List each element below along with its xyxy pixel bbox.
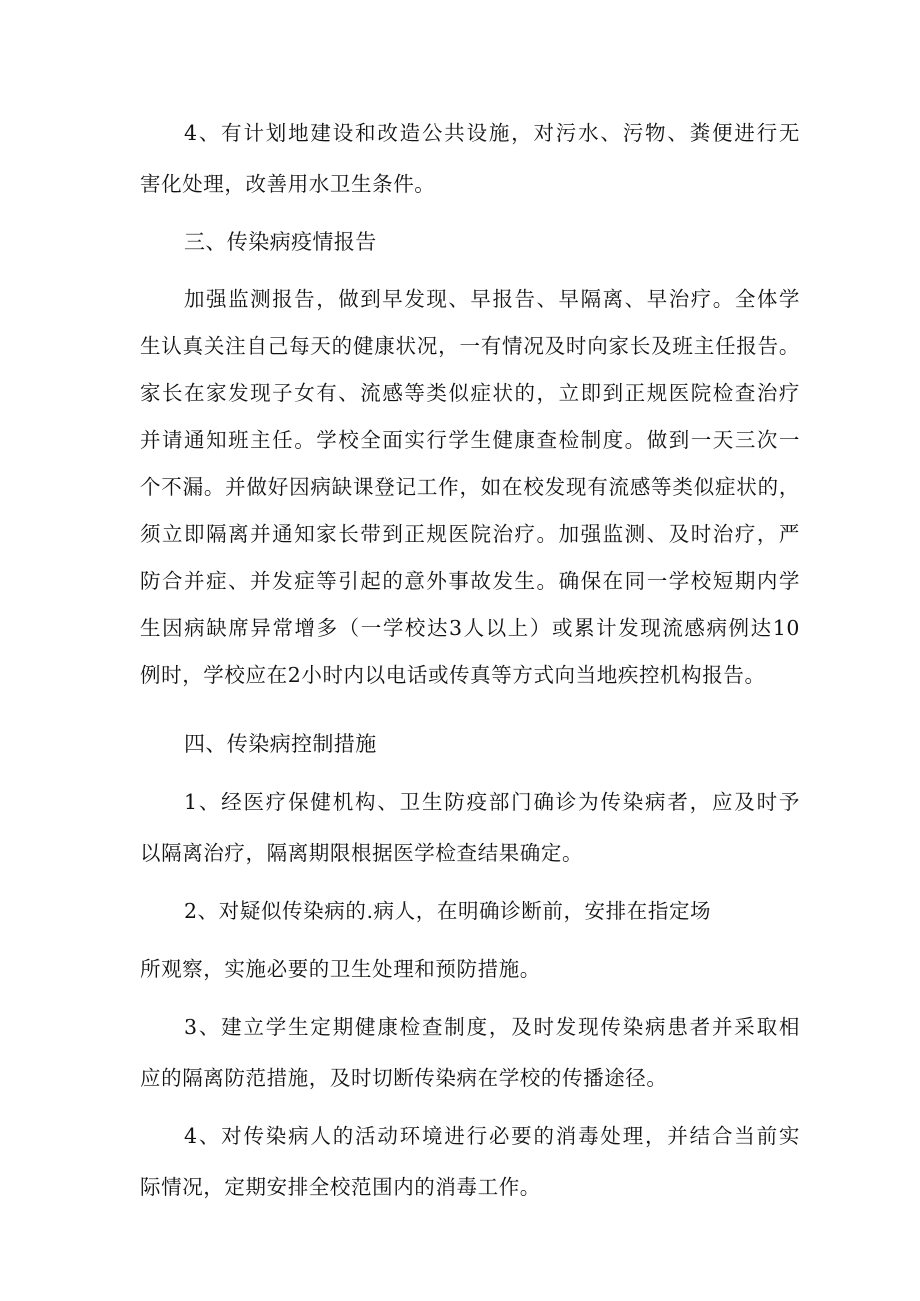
paragraph-line: 3、建立学生定期健康检查制度，及时发现传染病患者并采取相 — [184, 1015, 800, 1039]
paragraph-line: 个不漏。并做好因病缺课登记工作，如在校发现有流感等类似症状的， — [140, 475, 800, 499]
section-heading: 三、传染病疫情报告 — [184, 230, 377, 254]
paragraph-line: 防合并症、并发症等引起的意外事故发生。确保在同一学校短期内学 — [140, 569, 800, 593]
paragraph-line: 4、对传染病人的活动环境进行必要的消毒处理，并结合当前实 — [184, 1124, 800, 1148]
paragraph-line: 应的隔离防范措施，及时切断传染病在学校的传播途径。 — [140, 1066, 668, 1090]
paragraph-line: 例时，学校应在2小时内以电话或传真等方式向当地疾控机构报告。 — [140, 663, 766, 687]
paragraph-line: 并请通知班主任。学校全面实行学生健康查检制度。做到一天三次一 — [140, 428, 800, 452]
paragraph-line: 1、经医疗保健机构、卫生防疫部门确诊为传染病者，应及时予 — [184, 790, 800, 814]
paragraph-line: 家长在家发现子女有、流感等类似症状的，立即到正规医院检查治疗 — [140, 381, 800, 405]
paragraph-line: 加强监测报告，做到早发现、早报告、早隔离、早治疗。全体学 — [184, 287, 800, 311]
paragraph-line: 生因病缺席异常增多（一学校达3人以上）或累计发现流感病例达10 — [140, 616, 800, 640]
paragraph-line: 以隔离治疗，隔离期限根据医学检查结果确定。 — [140, 841, 584, 865]
paragraph-line: 4、有计划地建设和改造公共设施，对污水、污物、粪便进行无 — [184, 121, 800, 145]
paragraph-line: 2、对疑似传染病的.病人，在明确诊断前，安排在指定场 — [184, 899, 712, 923]
paragraph-line: 际情况，定期安排全校范围内的消毒工作。 — [140, 1175, 541, 1199]
paragraph-line: 须立即隔离并通知家长带到正规医院治疗。加强监测、及时治疗，严 — [140, 522, 800, 546]
paragraph-line: 害化处理，改善用水卫生条件。 — [140, 172, 436, 196]
paragraph-line: 所观察，实施必要的卫生处理和预防措施。 — [140, 957, 541, 981]
paragraph-line: 生认真关注自己每天的健康状况，一有情况及时向家长及班主任报告。 — [140, 334, 800, 358]
section-heading: 四、传染病控制措施 — [184, 732, 377, 756]
